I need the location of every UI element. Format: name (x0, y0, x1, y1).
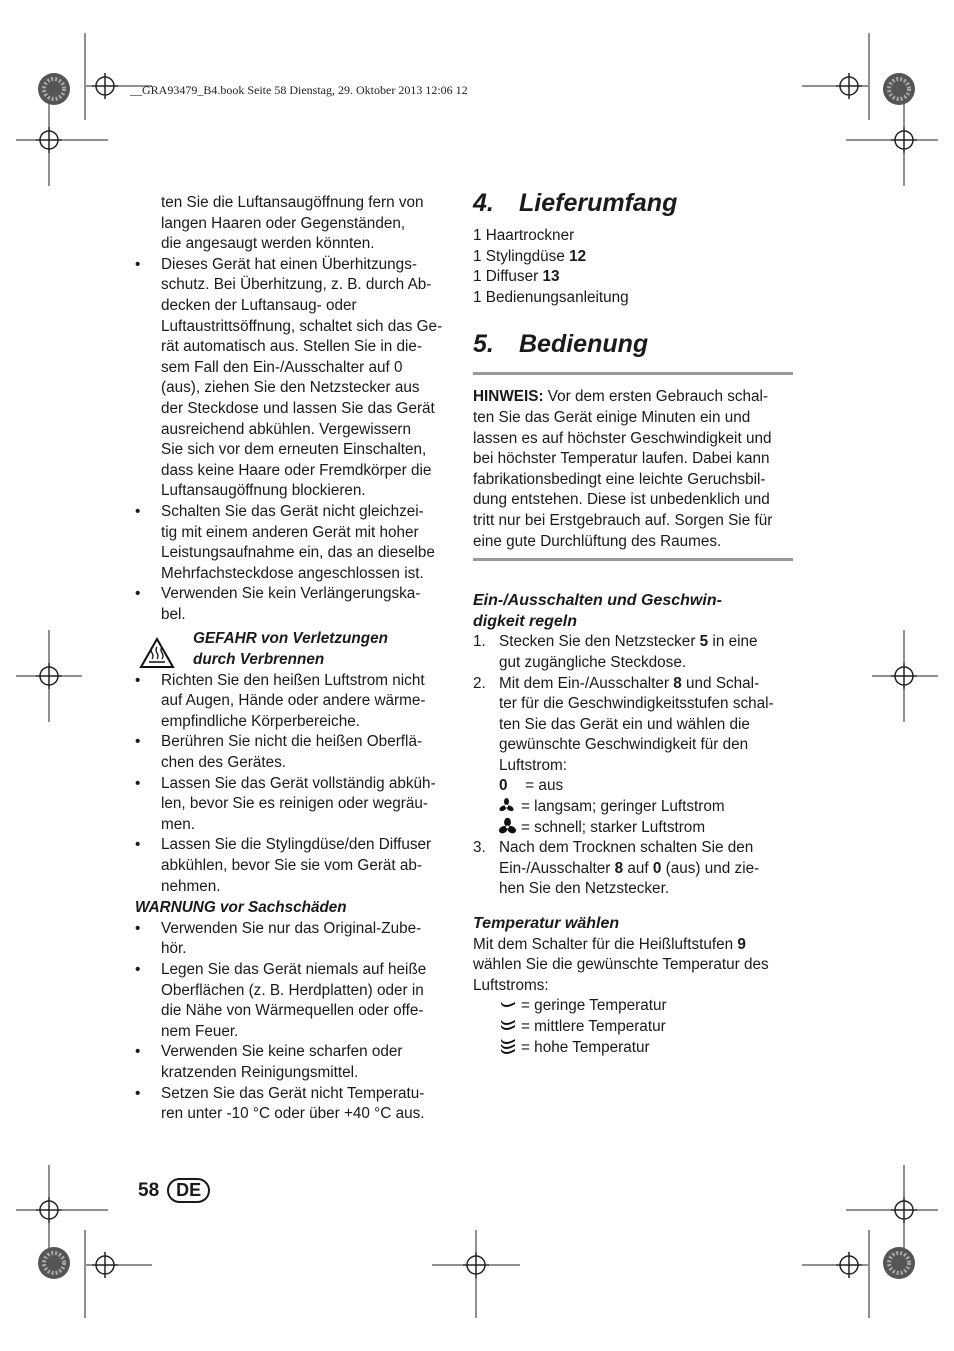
continued-paragraph (135, 193, 460, 255)
text-line: empfindliche Körperbereiche. (161, 712, 360, 730)
bullet-glyph: • (135, 836, 141, 854)
text-line: die Nähe von Wärmequellen oder offe- (161, 1002, 424, 1020)
danger-title: durch Verbrennen (193, 651, 325, 669)
bullet-item (135, 671, 460, 733)
text-line: wählen Sie die gewünschte Temperatur des (473, 956, 769, 974)
bullet-glyph: • (135, 960, 141, 978)
hot-surface-warning-icon (139, 637, 175, 669)
bullet-glyph: • (135, 1043, 141, 1061)
bullet-glyph: • (135, 1084, 141, 1102)
text-line: Leistungsaufnahme ein, das an dieselbe (161, 544, 435, 562)
text-line: Lassen Sie die Stylingdüse/den Diffuser (161, 836, 432, 854)
text-line: tig mit einem anderen Gerät mit hoher (161, 523, 419, 541)
bullet-item (135, 960, 460, 1042)
bullet-item (135, 255, 460, 502)
heat-medium-icon (499, 1017, 517, 1031)
bullet-glyph: • (135, 255, 141, 273)
text-line: Luftaustrittsöffnung, schaltet sich das Ge- (161, 317, 443, 335)
text-line: men. (161, 815, 196, 833)
bullet-item (135, 1042, 460, 1083)
text-line: ten Sie das Gerät einige Minuten ein und (473, 408, 751, 426)
text-line: fabrikationsbedingt eine leichte Geruchsbil- (473, 470, 766, 488)
text-line: auf Augen, Hände oder andere wärme- (161, 692, 426, 710)
delivery-item: 1 Bedienungsanleitung (473, 288, 629, 306)
text-line: Richten Sie den heißen Luftstrom nicht (161, 671, 425, 689)
text-line: hör. (161, 940, 187, 958)
left-column (135, 193, 460, 1125)
text-line: nehmen. (161, 877, 221, 895)
text-line: Sie sich vor dem erneuten Einschalten, (161, 441, 427, 459)
text-line: Mit dem Schalter für die Heißluftstufen 9 (473, 935, 746, 953)
section-heading-bedienung (473, 329, 793, 359)
subsection-title: Temperatur wählen (473, 915, 620, 933)
safety-bullet-list (135, 255, 460, 626)
text-line: nem Feuer. (161, 1022, 239, 1040)
text-line: Luftstroms: (473, 976, 549, 994)
temp-low-row: = geringe Temperatur (473, 996, 793, 1017)
note-bottom-rule (473, 558, 793, 561)
text-line: Verwenden Sie nur das Original-Zube- (161, 919, 422, 937)
speed-high-row: = schnell; starker Luftstrom (473, 818, 793, 839)
text-line: sem Fall den Ein-/Ausschalter auf 0 (161, 358, 403, 376)
bullet-item (135, 1084, 460, 1125)
section-title: Lieferumfang (519, 189, 678, 217)
bullet-glyph: • (135, 502, 141, 520)
text-line: Mehrfachsteckdose angeschlossen ist. (161, 564, 424, 582)
text-line: Lassen Sie das Gerät vollständig abküh- (161, 774, 436, 792)
text-line: Schalten Sie das Gerät nicht gleichzei- (161, 502, 424, 520)
subsection-temperature (473, 914, 793, 1060)
text-line: dung entstehen. Diese ist unbedenklich und (473, 491, 770, 509)
subsection-title: digkeit regeln (473, 612, 578, 630)
section-number: 5. (473, 330, 494, 359)
text-line: rät automatisch aus. Stellen Sie in die- (161, 338, 423, 356)
text-line: Setzen Sie das Gerät nicht Temperatu- (161, 1084, 425, 1102)
section-title: Bedienung (519, 330, 649, 359)
subsection-power-speed (473, 591, 793, 900)
bullet-glyph: • (135, 774, 141, 792)
text-line: tritt nur bei Erstgebrauch auf. Sorgen Sie für (473, 511, 773, 529)
text-line: dass keine Haare oder Fremdkörper die (161, 461, 432, 479)
text-line: kratzenden Reinigungsmittel. (161, 1063, 359, 1081)
bullet-item (135, 584, 460, 625)
text-line: decken der Luftansaug- oder (161, 296, 357, 314)
delivery-item: 1 Haartrockner (473, 227, 575, 244)
text-line: Legen Sie das Gerät niemals auf heiße (161, 960, 427, 978)
text-line: ausreichend abkühlen. Vergewissern (161, 420, 412, 438)
text-line: chen des Gerätes. (161, 754, 286, 772)
text-line: die angesaugt werden könnten. (161, 235, 375, 253)
text-line: schutz. Bei Überhitzung, z. B. durch Ab- (161, 276, 432, 294)
page-number: 58 (138, 1180, 160, 1201)
text-line: ren unter -10 °C oder über +40 °C aus. (161, 1105, 425, 1123)
scope-of-delivery-list (473, 226, 793, 308)
file-info-header: __GRA93479_B4.book Seite 58 Dienstag, 29. Oktober 2013 12:06 12 (130, 83, 468, 97)
danger-note (135, 629, 460, 670)
bullet-glyph: • (135, 919, 141, 937)
text-line: lassen es auf höchster Geschwindigkeit und (473, 429, 772, 447)
fan-high-icon (499, 818, 516, 835)
fan-low-icon (499, 798, 514, 813)
property-bullet-list (135, 919, 460, 1125)
speed-low-row: = langsam; geringer Luftstrom (473, 797, 793, 818)
bullet-item (135, 502, 460, 584)
text-line: eine gute Durchlüftung des Raumes. (473, 532, 722, 550)
text-line: Oberflächen (z. B. Herdplatten) oder in (161, 981, 424, 999)
text-line: ten Sie die Luftansaugöffnung fern von (161, 194, 424, 211)
bullet-glyph: • (135, 671, 141, 689)
right-column (473, 188, 793, 1060)
bullet-item (135, 732, 460, 773)
text-line: Verwenden Sie kein Verlängerungska- (161, 585, 421, 603)
speed-off-row: 0 = aus (499, 777, 564, 795)
heat-high-icon (499, 1038, 517, 1054)
text-line: Verwenden Sie keine scharfen oder (161, 1043, 403, 1061)
bullet-item (135, 835, 460, 897)
text-line: bel. (161, 605, 186, 623)
hint-label: HINWEIS: (473, 388, 544, 406)
text-line: HINWEIS: Vor dem ersten Gebrauch schal- (473, 388, 769, 406)
subsection-title: Ein-/Ausschalten und Geschwin- (473, 592, 722, 610)
delivery-item: 1 Stylingdüse 12 (473, 247, 587, 265)
section-heading-lieferumfang (473, 188, 793, 218)
step-3: 3. Nach dem Trocknen schalten Sie den Ein-/Ausschalter 8 auf 0 (aus) und zie- hen Sie den Netzstecker. (473, 839, 760, 898)
temp-mid-row: = mittlere Temperatur (473, 1017, 793, 1038)
bullet-glyph: • (135, 585, 141, 603)
text-line: bei höchster Temperatur laufen. Dabei kann (473, 450, 770, 468)
temp-high-row: = hohe Temperatur (473, 1038, 793, 1061)
warning-title: WARNUNG vor Sachschäden (135, 899, 347, 917)
text-line: langen Haaren oder Gegenständen, (161, 214, 406, 232)
hint-note (473, 375, 793, 558)
text-line: abkühlen, bevor Sie sie vom Gerät ab- (161, 857, 423, 874)
delivery-item: 1 Diffuser 13 (473, 268, 560, 286)
step-1: 1. Stecken Sie den Netzstecker 5 in eine gut zugängliche Steckdose. (473, 633, 758, 671)
text-line: Luftansaugöffnung blockieren. (161, 482, 366, 500)
danger-title: GEFAHR von Verletzungen (193, 630, 388, 648)
section-number: 4. (473, 189, 494, 217)
text-line: len, bevor Sie es reinigen oder wegräu- (161, 795, 429, 813)
text-line: Berühren Sie nicht die heißen Oberflä- (161, 733, 423, 751)
text-line: Dieses Gerät hat einen Überhitzungs- (161, 255, 417, 273)
bullet-item (135, 774, 460, 836)
bullet-item (135, 919, 460, 960)
bullet-glyph: • (135, 733, 141, 751)
text-line: der Steckdose und lassen Sie das Gerät (161, 399, 435, 417)
burn-bullet-list (135, 671, 460, 898)
step-2: 2. Mit dem Ein-/Ausschalter 8 und Schal- ter für die Geschwindigkeitsstufen schal- ten Sie das Gerät ein und wählen die gewünschte Geschwindigkeit für den Luftstrom: (473, 674, 774, 774)
page-footer (138, 1178, 210, 1203)
heat-low-icon (499, 996, 517, 1010)
language-badge: DE (167, 1178, 210, 1203)
text-line: (aus), ziehen Sie den Netzstecker aus (161, 379, 420, 397)
